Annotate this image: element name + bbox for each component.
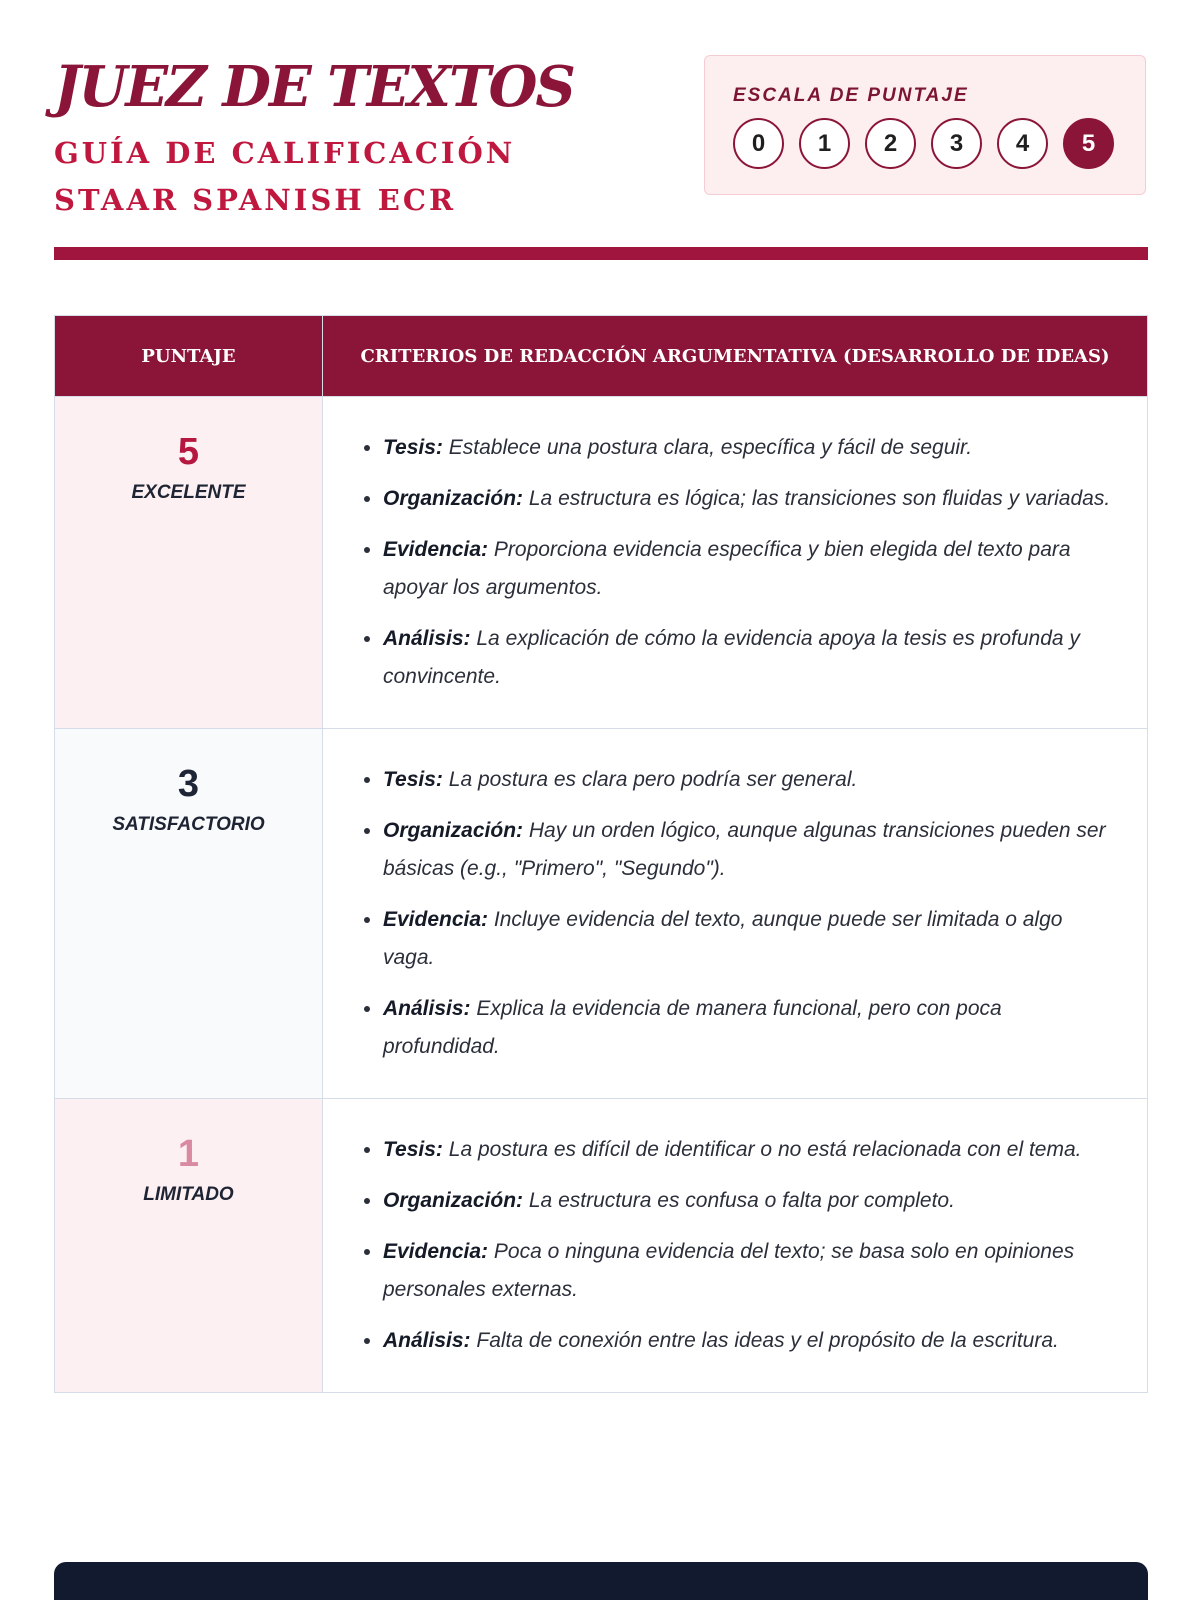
score-label: SATISFACTORIO (112, 814, 265, 835)
criterion-item (383, 812, 1117, 888)
page-subtitle: GUÍA DE CALIFICACIÓN STAAR SPANISH ECR (54, 136, 516, 217)
criterion-term: Análisis: (383, 627, 471, 650)
score-column-header: PUNTAJE (55, 316, 323, 397)
criterion-text: La estructura es lógica; las transiciones son fluidas y variadas. (528, 487, 1111, 510)
footer-panel (54, 1562, 1148, 1600)
rubric-header-row (55, 316, 1148, 397)
page-title: JUEZ DE TEXTOS (54, 54, 574, 120)
criterion-text: Explica la evidencia de manera funcional, pero con poca profundidad. (383, 997, 1002, 1058)
criterion-term: Tesis: (383, 768, 443, 791)
score-option-0[interactable]: 0 (733, 118, 784, 169)
criterion-text: La estructura es confusa o falta por completo. (528, 1189, 955, 1212)
criteria-list (323, 729, 1147, 1098)
criteria-cell (323, 729, 1148, 1099)
criterion-text: Establece una postura clara, específica y fácil de seguir. (448, 436, 973, 459)
score-value: 1 (177, 1133, 200, 1175)
criterion-item (383, 620, 1117, 696)
criterion-term: Tesis: (383, 436, 443, 459)
criterion-item (383, 761, 1117, 799)
criterion-term: Análisis: (383, 1329, 471, 1352)
criteria-list (323, 1099, 1147, 1392)
criterion-item (383, 531, 1117, 607)
criterion-term: Tesis: (383, 1138, 443, 1161)
criterion-text: La postura es difícil de identificar o no está relacionada con el tema. (448, 1138, 1082, 1161)
criterion-term: Organización: (383, 819, 524, 842)
criterion-text: Incluye evidencia del texto, aunque puede ser limitada o algo vaga. (383, 908, 1063, 969)
criterion-item (383, 1131, 1117, 1169)
score-value: 3 (177, 763, 200, 805)
criterion-text: Hay un orden lógico, aunque algunas transiciones pueden ser básicas (e.g., "Primero", "Segundo"). (383, 819, 1106, 880)
criterion-item (383, 901, 1117, 977)
score-value: 5 (177, 431, 200, 473)
score-option-1[interactable]: 1 (799, 118, 850, 169)
criterion-term: Evidencia: (383, 538, 489, 561)
criterion-item (383, 1322, 1117, 1360)
score-cell (55, 397, 323, 729)
criterion-text: Poca o ninguna evidencia del texto; se basa solo en opiniones personales externas. (383, 1240, 1075, 1301)
criterion-text: Falta de conexión entre las ideas y el propósito de la escritura. (476, 1329, 1059, 1352)
criteria-cell (323, 397, 1148, 729)
rubric-row (55, 729, 1148, 1099)
rubric-row (55, 1099, 1148, 1393)
criterion-item (383, 480, 1117, 518)
criterion-text: La explicación de cómo la evidencia apoya la tesis es profunda y convincente. (383, 627, 1080, 688)
criteria-cell (323, 1099, 1148, 1393)
criterion-item (383, 429, 1117, 467)
score-cell (55, 729, 323, 1099)
score-option-3[interactable]: 3 (931, 118, 982, 169)
score-scale-panel (704, 55, 1146, 195)
score-cell (55, 1099, 323, 1393)
criterion-term: Organización: (383, 487, 524, 510)
score-label: LIMITADO (143, 1184, 234, 1205)
criterion-item (383, 1233, 1117, 1309)
criterion-text: La postura es clara pero podría ser general. (448, 768, 858, 791)
criterion-term: Evidencia: (383, 1240, 489, 1263)
criterion-term: Organización: (383, 1189, 524, 1212)
rubric-row (55, 397, 1148, 729)
header-divider (54, 247, 1148, 260)
criterion-item (383, 990, 1117, 1066)
score-scale-label: ESCALA DE PUNTAJE (733, 85, 969, 106)
criterion-item (383, 1182, 1117, 1220)
score-option-5[interactable]: 5 (1063, 118, 1114, 169)
criterion-term: Evidencia: (383, 908, 489, 931)
score-scale-options (733, 118, 1114, 169)
criterion-term: Análisis: (383, 997, 471, 1020)
criterion-text: Proporciona evidencia específica y bien elegida del texto para apoyar los argumentos. (383, 538, 1071, 599)
score-option-4[interactable]: 4 (997, 118, 1048, 169)
criteria-list (323, 397, 1147, 728)
rubric-table (54, 315, 1148, 1393)
score-option-2[interactable]: 2 (865, 118, 916, 169)
score-label: EXCELENTE (131, 482, 246, 503)
criteria-column-header: CRITERIOS DE REDACCIÓN ARGUMENTATIVA (DESARROLLO DE IDEAS) (323, 316, 1148, 397)
